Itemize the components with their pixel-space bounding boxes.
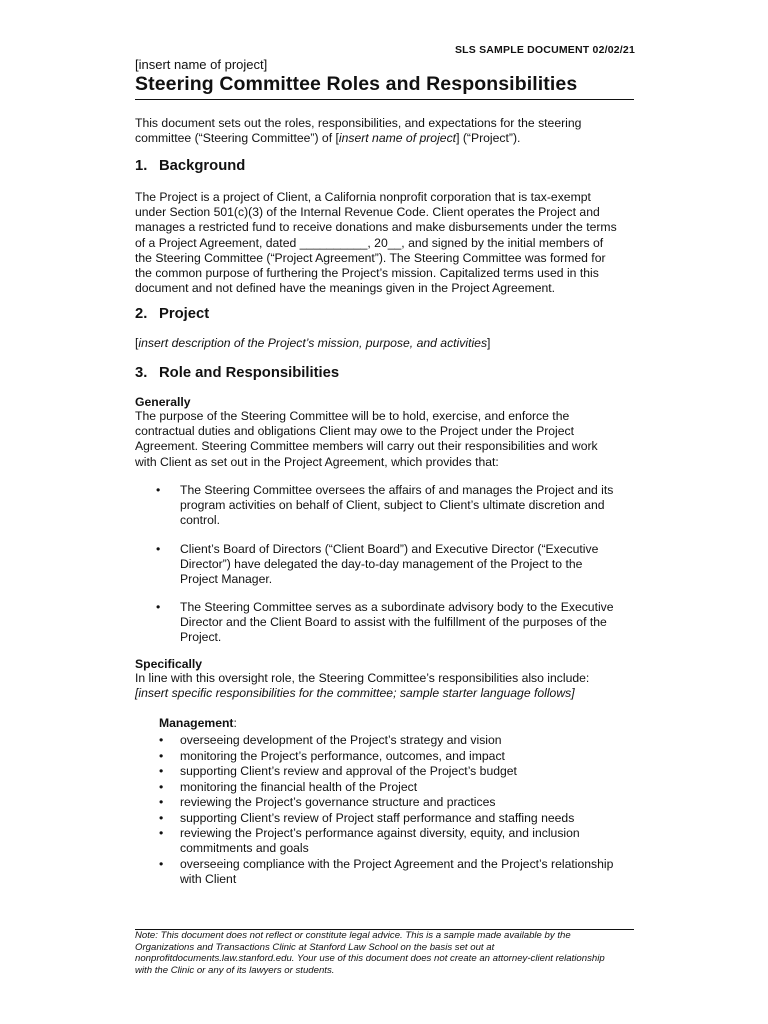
- paragraph-line: contractual duties and obligations Client may owe to the Project under the Project: [135, 424, 574, 439]
- section-number: 1.: [135, 158, 148, 174]
- list-item-line: Project.: [180, 630, 222, 645]
- section-title: Role and Responsibilities: [159, 365, 340, 381]
- list-item-text: overseeing development of the Project’s strategy and vision: [180, 733, 502, 747]
- bracket: [: [135, 336, 139, 350]
- list-item-text: [180, 826, 635, 856]
- bullet-icon: •: [159, 826, 164, 840]
- section-title: Project: [159, 306, 210, 322]
- section-heading-project: [135, 306, 209, 322]
- section-heading-background: [135, 158, 245, 174]
- project-description: [135, 336, 635, 351]
- list-item-line: program activities on behalf of Client, subject to Client’s ultimate discretion and: [180, 498, 605, 513]
- paragraph-line: under Section 501(c)(3) of the Internal Revenue Code. Client operates the Project and: [135, 205, 600, 220]
- bullet-icon: •: [159, 733, 164, 747]
- section-number: 3.: [135, 365, 148, 381]
- project-placeholder: insert description of the Project’s mission, purpose, and activities: [138, 336, 488, 350]
- list-item: [159, 733, 635, 748]
- bullet-icon: •: [159, 749, 164, 763]
- paragraph-line: the Steering Committee (“Project Agreement”). The Steering Committee was formed for: [135, 250, 606, 265]
- list-item-line: Director”) have delegated the day-to-day management of the Project to the: [180, 557, 583, 572]
- subheading-specifically: Specifically: [135, 657, 203, 671]
- list-item: [159, 780, 635, 795]
- list-item-text: [180, 857, 635, 887]
- intro-paragraph: [135, 116, 635, 146]
- bullet-icon: •: [159, 857, 164, 871]
- footer-line: nonprofitdocuments.law.stanford.edu. Your use of this document does not create an attorney-client relationship: [135, 953, 605, 965]
- list-item-line: Client’s Board of Directors (“Client Board”) and Executive Director (“Executive: [180, 542, 599, 556]
- document-id: SLS SAMPLE DOCUMENT 02/02/21: [454, 44, 635, 56]
- colon: :: [233, 716, 237, 730]
- list-item-text: monitoring the financial health of the Project: [180, 780, 418, 794]
- list-item-line: Project Manager.: [180, 572, 273, 587]
- bullet-icon: •: [159, 780, 164, 794]
- list-item-text: [180, 600, 636, 646]
- section-number: 2.: [135, 306, 148, 322]
- footer-note: [135, 930, 635, 976]
- title-divider: [135, 99, 634, 100]
- paragraph-line: manages a restricted fund to receive donations and make disbursements under the terms: [135, 220, 617, 235]
- list-item-text: [180, 483, 636, 529]
- paragraph-line: Agreement. Steering Committee members will carry out their responsibilities and work: [135, 439, 598, 454]
- paragraph-line: The Project is a project of Client, a California nonprofit corporation that is tax-exempt: [135, 190, 591, 204]
- bullet-icon: •: [159, 764, 164, 778]
- list-item: [156, 483, 636, 529]
- list-item-line: with Client: [180, 872, 237, 887]
- footer-line: Note: This document does not reflect or constitute legal advice. This is a sample made available by the: [135, 930, 571, 941]
- intro-line: This document sets out the roles, responsibilities, and expectations for the steering: [135, 116, 582, 130]
- paragraph-line: The purpose of the Steering Committee will be to hold, exercise, and enforce the: [135, 409, 570, 423]
- paragraph-line: with Client as set out in the Project Agreement, which provides that:: [135, 454, 499, 469]
- list-item: [156, 542, 636, 588]
- list-item-line: commitments and goals: [180, 841, 309, 856]
- footer-line: Organizations and Transactions Clinic at Stanford Law School on the basis set out at: [135, 941, 495, 953]
- intro-text: ] (“Project”).: [456, 131, 521, 146]
- generally-paragraph: [135, 409, 635, 470]
- paragraph-line: the common purpose of furthering the Project’s mission. Capitalized terms used in this: [135, 266, 599, 281]
- list-item: [156, 600, 636, 646]
- list-item-line: The Steering Committee serves as a subordinate advisory body to the Executive: [180, 600, 614, 614]
- list-item: [159, 764, 635, 779]
- list-item-text: supporting Client’s review and approval of the Project’s budget: [180, 764, 517, 778]
- list-item-line: control.: [180, 513, 220, 528]
- list-item: [159, 826, 635, 856]
- paragraph-line: document and not defined have the meanings given in the Project Agreement.: [135, 281, 556, 296]
- page-title: Steering Committee Roles and Responsibilities: [135, 73, 578, 95]
- list-item-text: supporting Client’s review of Project staff performance and staffing needs: [180, 811, 575, 825]
- specifically-placeholder: [insert specific responsibilities for the committee; sample starter language follows]: [135, 686, 575, 701]
- management-heading: [159, 716, 635, 731]
- list-item-line: overseeing compliance with the Project Agreement and the Project’s relationship: [180, 857, 614, 871]
- background-paragraph: [135, 190, 635, 296]
- intro-line: [135, 131, 635, 146]
- list-item-text: [180, 542, 636, 588]
- list-item: [159, 857, 635, 887]
- bullet-icon: •: [159, 811, 164, 825]
- list-item-line: reviewing the Project’s performance against diversity, equity, and inclusion: [180, 826, 580, 840]
- bullet-icon: •: [156, 542, 161, 556]
- footer-line: with the Clinic or any of its lawyers or students.: [135, 964, 335, 976]
- bullet-icon: •: [156, 483, 161, 497]
- list-item: [159, 749, 635, 764]
- paragraph-line: In line with this oversight role, the Steering Committee’s responsibilities also include:: [135, 671, 590, 685]
- section-heading-roles: [135, 365, 339, 381]
- bracket: ]: [487, 336, 491, 350]
- list-item-text: reviewing the Project’s governance structure and practices: [180, 795, 496, 809]
- intro-placeholder: insert name of project: [338, 131, 457, 146]
- paragraph-line: of a Project Agreement, dated __________, 20__, and signed by the initial members of: [135, 235, 604, 250]
- subheading-generally: Generally: [135, 395, 191, 409]
- list-item-line: Director and the Client Board to assist with the fulfillment of the purposes of the: [180, 615, 607, 630]
- project-name-placeholder: [insert name of project]: [135, 57, 268, 72]
- section-title: Background: [159, 158, 246, 174]
- bullet-icon: •: [156, 600, 161, 614]
- specifically-paragraph: [135, 671, 635, 701]
- bullet-icon: •: [159, 795, 164, 809]
- management-label: Management: [159, 716, 234, 730]
- list-item: [159, 811, 635, 826]
- list-item-text: monitoring the Project’s performance, outcomes, and impact: [180, 749, 505, 763]
- list-item: [159, 795, 635, 810]
- list-item-line: The Steering Committee oversees the affairs of and manages the Project and its: [180, 483, 614, 497]
- intro-text: committee (“Steering Committee”) of [: [135, 131, 339, 146]
